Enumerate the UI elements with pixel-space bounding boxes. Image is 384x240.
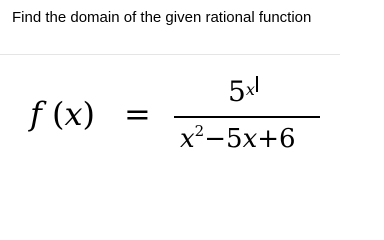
divider [0, 54, 340, 55]
denominator-term1-var: x [180, 124, 195, 154]
question-prompt: Find the domain of the given rational function [12, 9, 312, 26]
denominator-term2-coef: 5 [226, 124, 243, 154]
equals-sign: = [124, 95, 151, 133]
numerator-exponent: x [245, 80, 255, 99]
denominator-op1: − [204, 124, 227, 154]
close-paren: ) [82, 95, 96, 133]
denominator-term2-var: x [242, 124, 258, 154]
equation [0, 60, 384, 190]
text-cursor [256, 76, 258, 92]
denominator-op2: + [257, 124, 280, 154]
numerator-base: 5 [228, 75, 246, 108]
function-variable: x [64, 95, 83, 133]
denominator[interactable] [180, 122, 296, 159]
denominator-term1-exp: 2 [194, 122, 205, 140]
function-lhs [30, 94, 95, 134]
fraction-bar [174, 116, 320, 118]
function-name: f [30, 95, 42, 133]
fraction [174, 70, 320, 166]
numerator[interactable] [228, 76, 258, 112]
open-paren: ( [52, 95, 65, 133]
denominator-term3: 6 [279, 124, 296, 154]
